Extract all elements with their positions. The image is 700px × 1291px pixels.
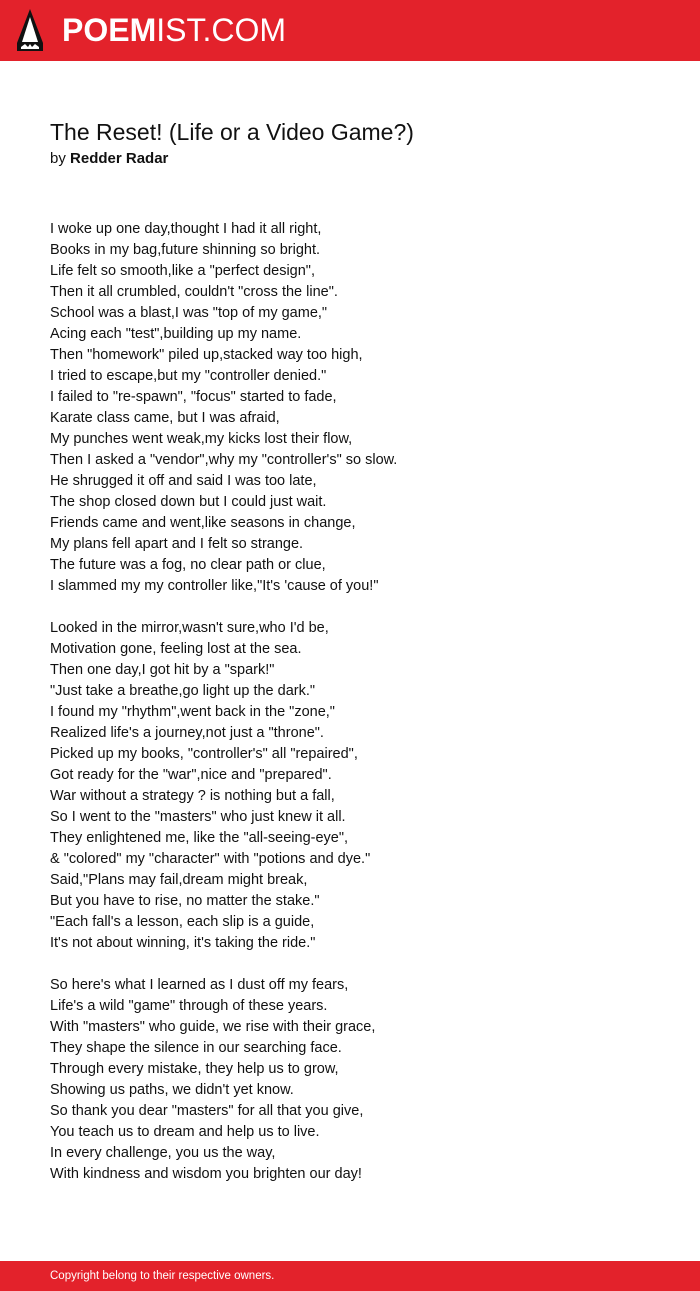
poem-stanza (50, 975, 670, 1185)
by-label: by (50, 150, 66, 167)
poem-line: Then it all crumbled, couldn't "cross the line". (50, 284, 338, 300)
poem-line: Books in my bag,future shinning so bright. (50, 242, 321, 258)
poem-line: I slammed my my controller like,"It's 'cause of you!" (50, 578, 379, 594)
poem-line: War without a strategy ? is nothing but a fall, (50, 788, 335, 804)
poem-line: But you have to rise, no matter the stake." (50, 893, 320, 909)
poem-line: I woke up one day,thought I had it all right, (50, 221, 322, 237)
poem-line: My punches went weak,my kicks lost their flow, (50, 431, 353, 447)
poem-line: Life felt so smooth,like a "perfect design", (50, 263, 315, 279)
author-name: Redder Radar (70, 150, 169, 167)
poem-line: They shape the silence in our searching face. (50, 1040, 342, 1056)
site-footer (0, 1261, 700, 1291)
poem-line: Then "homework" piled up,stacked way too high, (50, 347, 363, 363)
poem-line: With kindness and wisdom you brighten our day! (50, 1166, 362, 1182)
poem-line: I failed to "re-spawn", "focus" started to fade, (50, 389, 337, 405)
logo-light-text: IST.COM (156, 12, 287, 48)
poem-line: Picked up my books, "controller's" all "repaired", (50, 746, 358, 762)
poem-line: Karate class came, but I was afraid, (50, 410, 280, 426)
poem-line: They enlightened me, like the "all-seeing-eye", (50, 830, 349, 846)
byline (50, 149, 168, 169)
poem-line: Realized life's a journey,not just a "throne". (50, 725, 324, 741)
poem-line: "Each fall's a lesson, each slip is a guide, (50, 914, 315, 930)
poem-line: The future was a fog, no clear path or clue, (50, 557, 326, 573)
poem-line: Life's a wild "game" through of these years. (50, 998, 328, 1014)
poem-line: I found my "rhythm",went back in the "zone," (50, 704, 335, 720)
poem-line: You teach us to dream and help us to live. (50, 1124, 320, 1140)
poem-line: So I went to the "masters" who just knew it all. (50, 809, 346, 825)
poem-line: Then I asked a "vendor",why my "controller's" so slow. (50, 452, 398, 468)
poem-line: He shrugged it off and said I was too late, (50, 473, 317, 489)
poem-line: Friends came and went,like seasons in change, (50, 515, 356, 531)
poem-line: Got ready for the "war",nice and "prepared". (50, 767, 332, 783)
poem-line: The shop closed down but I could just wait. (50, 494, 327, 510)
poem-line: It's not about winning, it's taking the ride." (50, 935, 316, 951)
pencil-icon[interactable] (17, 9, 43, 51)
poem-line: So here's what I learned as I dust off my fears, (50, 977, 349, 993)
poem-line: My plans fell apart and I felt so strange. (50, 536, 304, 552)
poem-line: School was a blast,I was "top of my game," (50, 305, 328, 321)
poem-line: Then one day,I got hit by a "spark!" (50, 662, 275, 678)
poem-line: Showing us paths, we didn't yet know. (50, 1082, 294, 1098)
site-logo[interactable] (62, 12, 286, 48)
poem-line: Motivation gone, feeling lost at the sea. (50, 641, 302, 657)
poem-line: & "colored" my "character" with "potions and dye." (50, 851, 371, 867)
poem-line: In every challenge, you us the way, (50, 1145, 276, 1161)
copyright-text: Copyright belong to their respective owners. (50, 1270, 275, 1282)
poem-line: "Just take a breathe,go light up the dark." (50, 683, 316, 699)
poem-line: I tried to escape,but my "controller denied." (50, 368, 327, 384)
site-header (0, 0, 700, 61)
poem-stanza (50, 618, 670, 954)
poem-title: The Reset! (Life or a Video Game?) (50, 119, 414, 145)
poem-line: So thank you dear "masters" for all that you give, (50, 1103, 364, 1119)
poem-line: With "masters" who guide, we rise with their grace, (50, 1019, 376, 1035)
poem-line: Acing each "test",building up my name. (50, 326, 302, 342)
poem-line: Looked in the mirror,wasn't sure,who I'd be, (50, 620, 329, 636)
poem-line: Through every mistake, they help us to grow, (50, 1061, 339, 1077)
poem-stanza (50, 219, 670, 597)
logo-bold-text: POEM (62, 12, 157, 48)
poem-line: Said,"Plans may fail,dream might break, (50, 872, 308, 888)
poem-body (50, 219, 670, 1206)
